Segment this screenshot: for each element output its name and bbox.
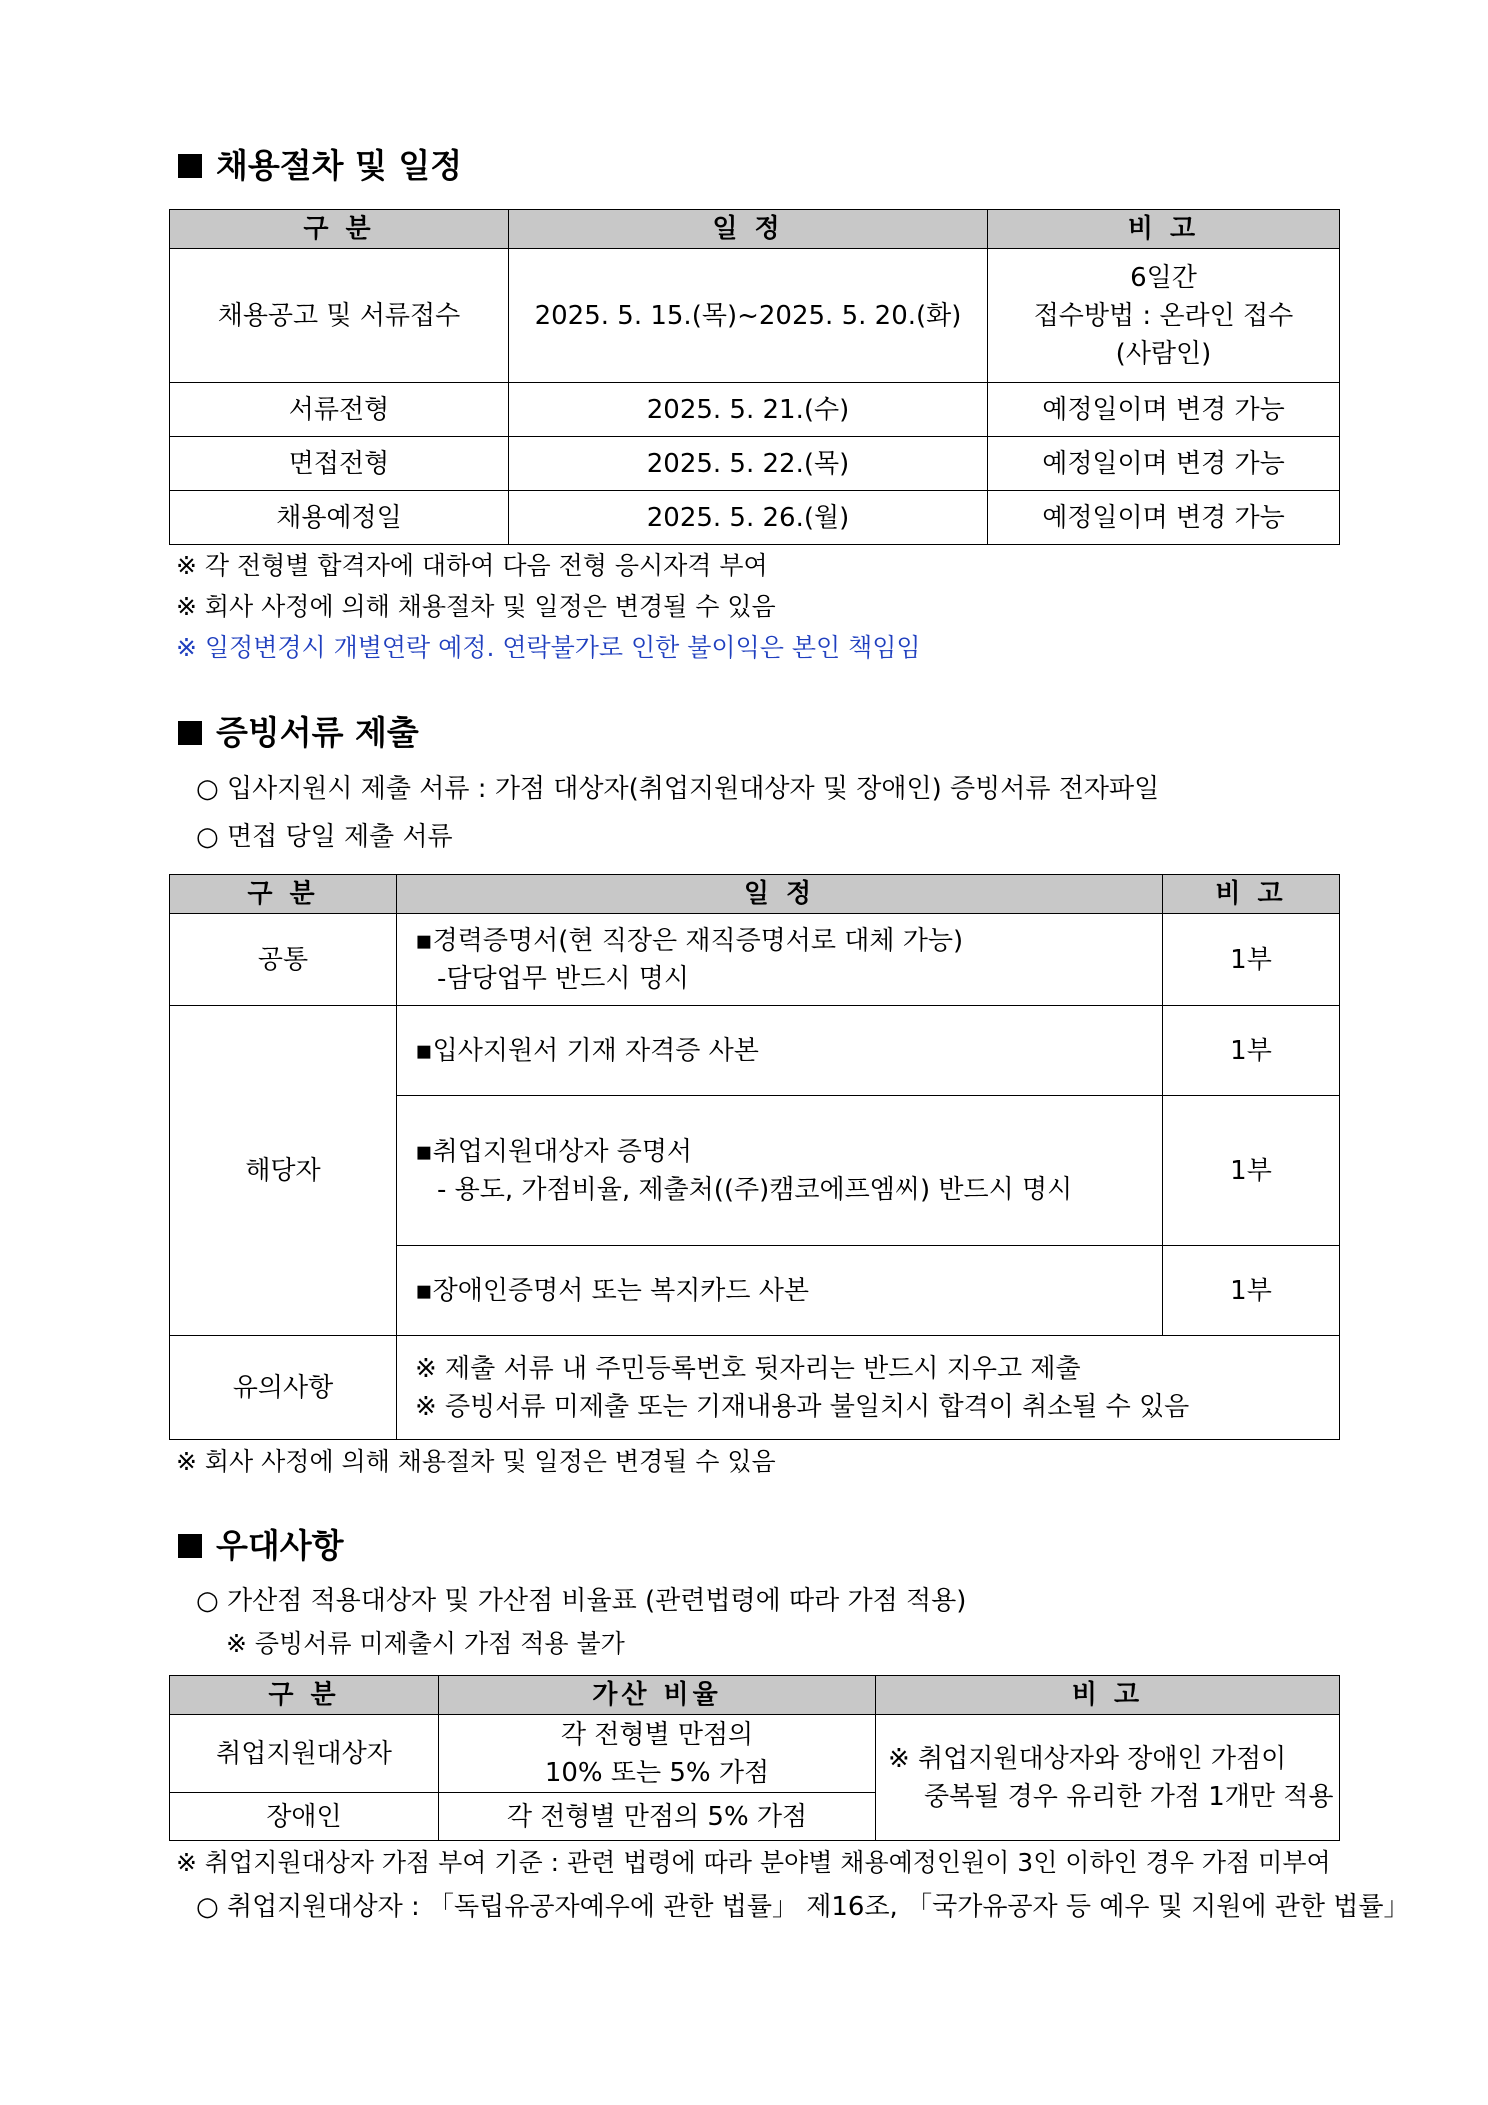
intro-line: ○ 입사지원시 제출 서류 : 가점 대상자(취업지원대상자 및 장애인) 증빙서류 전자파일 — [196, 774, 1160, 804]
row-schedule: 2025. 5. 15.(목)~2025. 5. 20.(화) — [509, 249, 988, 383]
section-title-preferences — [178, 1526, 344, 1566]
row-schedule: 2025. 5. 22.(목) — [509, 437, 988, 491]
row-remark: 1부 — [1163, 914, 1340, 1006]
sub-note-line: ※ 증빙서류 미제출시 가점 적용 불가 — [226, 1629, 625, 1658]
preferences-table — [169, 1675, 1340, 1841]
content-line: -담당업무 반드시 명시 — [437, 963, 689, 994]
ratio-line: 각 전형별 만점의 — [560, 1719, 754, 1750]
section-title-text: 증빙서류 제출 — [216, 713, 419, 752]
table-row — [170, 1336, 1340, 1440]
section-title-text: 우대사항 — [216, 1526, 344, 1565]
section-title-recruitment-schedule — [178, 146, 462, 186]
row-remark — [876, 1715, 1340, 1841]
table-row — [170, 437, 1340, 491]
header-remark: 비 고 — [988, 210, 1340, 249]
row-content — [397, 1246, 1163, 1336]
row-ratio: 각 전형별 만점의 5% 가점 — [439, 1793, 876, 1841]
row-category: 해당자 — [170, 1006, 397, 1336]
header-schedule: 일 정 — [509, 210, 988, 249]
note-line: ※ 회사 사정에 의해 채용절차 및 일정은 변경될 수 있음 — [176, 1447, 776, 1476]
remark-line: 중복될 경우 유리한 가점 1개만 적용 — [924, 1781, 1334, 1812]
content-line: - 용도, 가점비율, 제출처((주)캠코에프엠씨) 반드시 명시 — [437, 1174, 1073, 1205]
ratio-line: 10% 또는 5% 가점 — [544, 1757, 770, 1788]
row-content — [397, 1006, 1163, 1096]
row-category: 서류전형 — [170, 383, 509, 437]
row-category: 장애인 — [170, 1793, 439, 1841]
row-remark: 1부 — [1163, 1246, 1340, 1336]
header-ratio: 가산 비율 — [439, 1676, 876, 1715]
table-header-row — [170, 875, 1340, 914]
header-category: 구 분 — [170, 1676, 439, 1715]
row-category: 공통 — [170, 914, 397, 1006]
note-line-highlight: ※ 일정변경시 개별연락 예정. 연락불가로 인한 불이익은 본인 책임임 — [176, 633, 921, 662]
header-category: 구 분 — [170, 210, 509, 249]
row-content — [397, 1336, 1340, 1440]
row-category: 취업지원대상자 — [170, 1715, 439, 1793]
schedule-table — [169, 209, 1340, 545]
note-line: ※ 회사 사정에 의해 채용절차 및 일정은 변경될 수 있음 — [176, 592, 776, 621]
table-header-row — [170, 1676, 1340, 1715]
header-category: 구 분 — [170, 875, 397, 914]
remark-line: 접수방법 : 온라인 접수 — [1033, 300, 1294, 331]
remark-line: 6일간 — [1130, 262, 1197, 293]
row-schedule: 2025. 5. 26.(월) — [509, 491, 988, 545]
note-line: ※ 취업지원대상자 가점 부여 기준 : 관련 법령에 따라 분야별 채용예정인원이 3인 이하인 경우 가점 미부여 — [176, 1848, 1331, 1877]
row-category: 면접전형 — [170, 437, 509, 491]
intro-line: ○ 면접 당일 제출 서류 — [196, 822, 453, 852]
content-line: ▪경력증명서(현 직장은 재직증명서로 대체 가능) — [415, 925, 964, 956]
table-row — [170, 383, 1340, 437]
section-title-text: 채용절차 및 일정 — [216, 146, 463, 185]
row-category: 채용공고 및 서류접수 — [170, 249, 509, 383]
row-content — [397, 914, 1163, 1006]
black-square-icon — [178, 721, 202, 745]
row-category: 유의사항 — [170, 1336, 397, 1440]
remark-line: ※ 취업지원대상자와 장애인 가점이 — [888, 1743, 1287, 1774]
note-line: ○ 취업지원대상자 : 「독립유공자예우에 관한 법률」 제16조, 「국가유공자 등 예우 및 지원에 관한 법률」 — [196, 1892, 1410, 1922]
black-square-icon — [178, 1534, 202, 1558]
content-line: ▪장애인증명서 또는 복지카드 사본 — [415, 1275, 810, 1306]
black-square-icon — [178, 154, 202, 178]
remark-line: (사람인) — [1115, 338, 1212, 369]
table-row — [170, 1006, 1340, 1096]
table-row — [170, 491, 1340, 545]
row-category: 채용예정일 — [170, 491, 509, 545]
content-line: ※ 제출 서류 내 주민등록번호 뒷자리는 반드시 지우고 제출 — [415, 1353, 1081, 1384]
note-line: ※ 각 전형별 합격자에 대하여 다음 전형 응시자격 부여 — [176, 551, 768, 580]
section-title-documents — [178, 713, 419, 753]
content-line: ▪취업지원대상자 증명서 — [415, 1136, 693, 1167]
intro-line: ○ 가산점 적용대상자 및 가산점 비율표 (관련법령에 따라 가점 적용) — [196, 1586, 967, 1616]
table-row — [170, 914, 1340, 1006]
header-remark: 비 고 — [1163, 875, 1340, 914]
header-remark: 비 고 — [876, 1676, 1340, 1715]
content-line: ※ 증빙서류 미제출 또는 기재내용과 불일치시 합격이 취소될 수 있음 — [415, 1391, 1190, 1422]
row-remark: 예정일이며 변경 가능 — [988, 437, 1340, 491]
row-schedule: 2025. 5. 21.(수) — [509, 383, 988, 437]
row-content — [397, 1096, 1163, 1246]
content-line: ▪입사지원서 기재 자격증 사본 — [415, 1035, 759, 1066]
row-remark: 예정일이며 변경 가능 — [988, 491, 1340, 545]
header-schedule: 일 정 — [397, 875, 1163, 914]
row-remark — [988, 249, 1340, 383]
row-ratio — [439, 1715, 876, 1793]
documents-table — [169, 874, 1340, 1440]
row-remark: 예정일이며 변경 가능 — [988, 383, 1340, 437]
row-remark: 1부 — [1163, 1096, 1340, 1246]
table-header-row — [170, 210, 1340, 249]
table-row — [170, 249, 1340, 383]
table-row — [170, 1715, 1340, 1793]
row-remark: 1부 — [1163, 1006, 1340, 1096]
